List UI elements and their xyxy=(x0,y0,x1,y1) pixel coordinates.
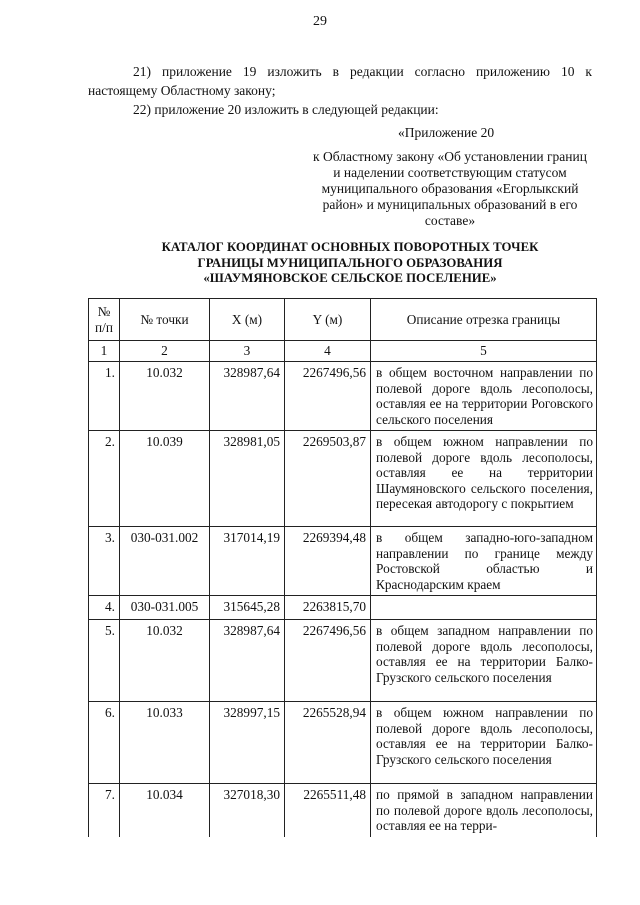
index-cell: 3 xyxy=(210,341,285,362)
point-id: 030-031.002 xyxy=(120,527,210,596)
catalog-title-line-3: «ШАУМЯНОВСКОЕ СЕЛЬСКОЕ ПОСЕЛЕНИЕ» xyxy=(203,271,497,285)
page-number: 29 xyxy=(313,14,327,29)
table-row xyxy=(89,431,597,527)
header-cell: № п/п xyxy=(89,299,120,341)
header-cell: X (м) xyxy=(210,299,285,341)
y-coord: 2263815,70 xyxy=(285,596,371,620)
row-number: 6. xyxy=(89,702,120,784)
x-coord: 328987,64 xyxy=(210,362,285,431)
segment-description: в общем западном направлении по полевой дороге вдоль лесополосы, оставляя ее на территории Балко-Грузского сельского поселения xyxy=(371,620,597,702)
segment-description xyxy=(371,596,597,620)
header-cell: Описание отрезка границы xyxy=(371,299,597,341)
x-coord: 327018,30 xyxy=(210,784,285,837)
table-row xyxy=(89,362,597,431)
paragraph-21: 21) приложение 19 изложить в редакции согласно приложению 10 к настоящему Областному закону; xyxy=(88,64,592,98)
segment-description: в общем южном направлении по полевой дороге вдоль лесополосы, оставляя ее на территории Шаумяновского сельского поселения, пересекая автодорогу с покрытием xyxy=(371,431,597,527)
index-cell: 2 xyxy=(120,341,210,362)
table-row xyxy=(89,527,597,596)
appendix-title: «Приложение 20 xyxy=(398,125,495,140)
y-coord: 2267496,56 xyxy=(285,362,371,431)
segment-description: в общем южном направлении по полевой дороге вдоль лесополосы, оставляя ее на территории Балко-Грузского сельского поселения xyxy=(371,702,597,784)
table-row xyxy=(89,702,597,784)
header-cell: Y (м) xyxy=(285,299,371,341)
table-row xyxy=(89,620,597,702)
appendix-subtitle: к Областному закону «Об установлении границ и наделении соответствующим статусом муниципального образования «Егорлыкский район» и муниципальных образований в его составе» xyxy=(313,149,587,228)
paragraph-22: 22) приложение 20 изложить в следующей редакции: xyxy=(133,102,439,117)
catalog-title xyxy=(110,240,590,287)
x-coord: 328987,64 xyxy=(210,620,285,702)
point-id: 10.039 xyxy=(120,431,210,527)
row-number: 3. xyxy=(89,527,120,596)
x-coord: 315645,28 xyxy=(210,596,285,620)
row-number: 7. xyxy=(89,784,120,837)
point-id: 10.032 xyxy=(120,362,210,431)
y-coord: 2269394,48 xyxy=(285,527,371,596)
x-coord: 317014,19 xyxy=(210,527,285,596)
point-id: 030-031.005 xyxy=(120,596,210,620)
segment-description: в общем западно-юго-западном направлении по границе между Ростовской областью и Краснодарским краем xyxy=(371,527,597,596)
table-row xyxy=(89,596,597,620)
point-id: 10.033 xyxy=(120,702,210,784)
x-coord: 328981,05 xyxy=(210,431,285,527)
row-number: 2. xyxy=(89,431,120,527)
table-index-row xyxy=(89,341,597,362)
y-coord: 2265511,48 xyxy=(285,784,371,837)
index-cell: 1 xyxy=(89,341,120,362)
row-number: 5. xyxy=(89,620,120,702)
index-cell: 4 xyxy=(285,341,371,362)
row-number: 4. xyxy=(89,596,120,620)
y-coord: 2267496,56 xyxy=(285,620,371,702)
y-coord: 2265528,94 xyxy=(285,702,371,784)
table-row xyxy=(89,784,597,837)
point-id: 10.034 xyxy=(120,784,210,837)
segment-description: в общем восточном направлении по полевой дороге вдоль лесополосы, оставляя ее на территории Роговского сельского поселения xyxy=(371,362,597,431)
catalog-title-line-1: КАТАЛОГ КООРДИНАТ ОСНОВНЫХ ПОВОРОТНЫХ ТОЧЕК xyxy=(161,240,539,254)
coordinates-table xyxy=(88,298,597,837)
point-id: 10.032 xyxy=(120,620,210,702)
header-cell: № точки xyxy=(120,299,210,341)
index-cell: 5 xyxy=(371,341,597,362)
segment-description: по прямой в западном направлении по полевой дороге вдоль лесополосы, оставляя ее на терри- xyxy=(371,784,597,837)
row-number: 1. xyxy=(89,362,120,431)
catalog-title-line-2: ГРАНИЦЫ МУНИЦИПАЛЬНОГО ОБРАЗОВАНИЯ xyxy=(197,255,503,270)
table-header-row xyxy=(89,299,597,341)
x-coord: 328997,15 xyxy=(210,702,285,784)
y-coord: 2269503,87 xyxy=(285,431,371,527)
